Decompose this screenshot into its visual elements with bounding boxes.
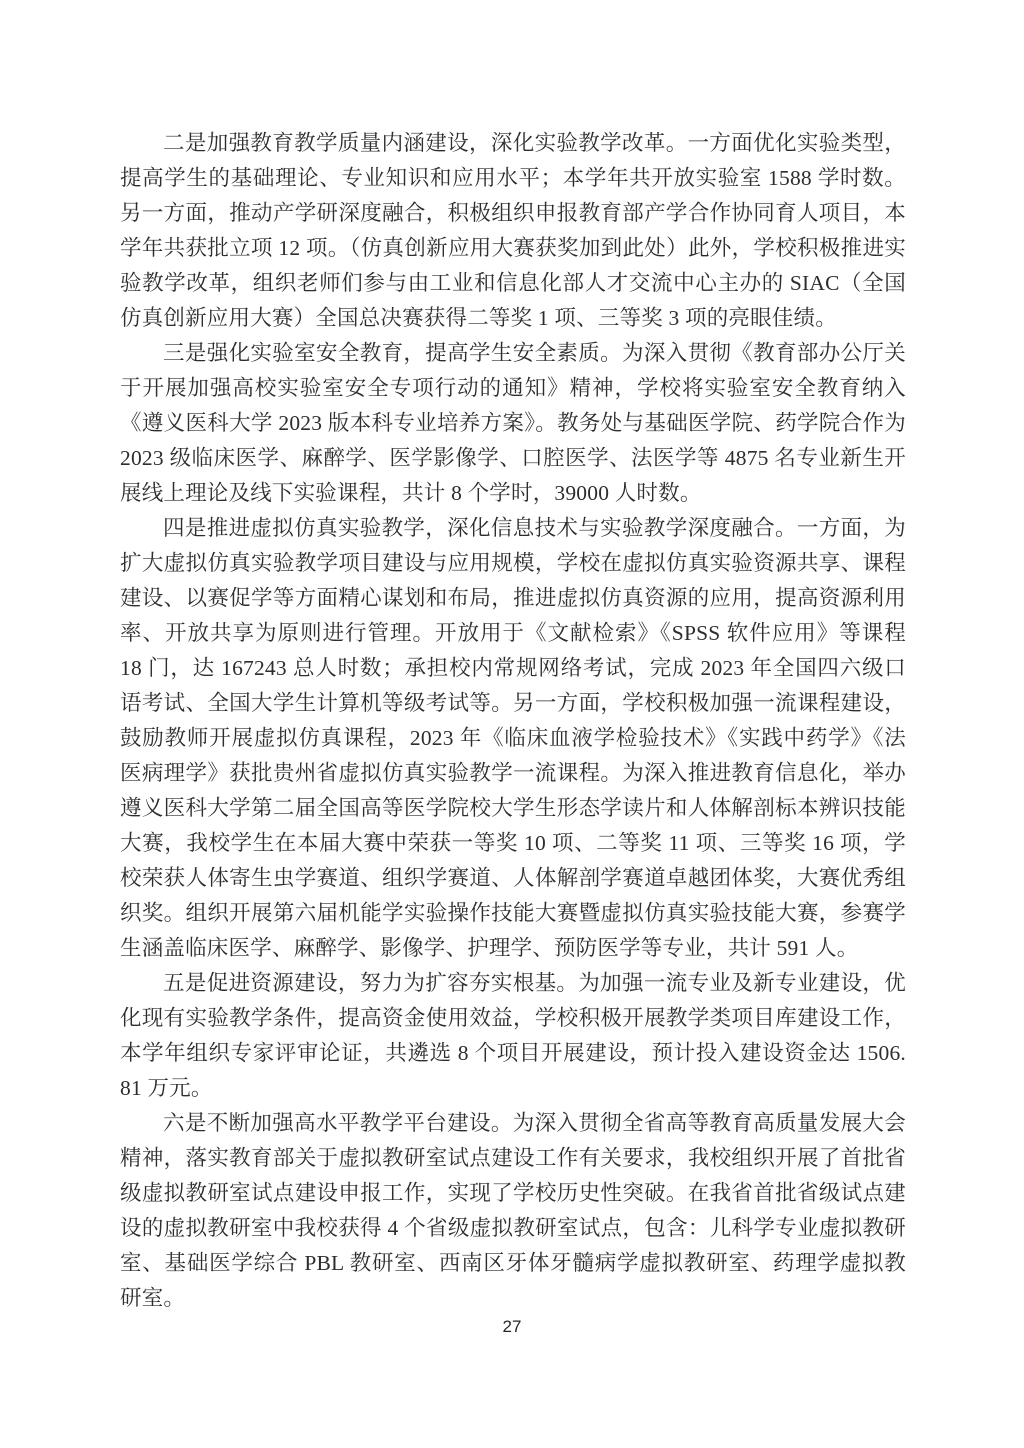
paragraph-5: 六是不断加强高水平教学平台建设。为深入贯彻全省高等教育高质量发展大会精神，落实教育部关于虚拟教研室试点建设工作有关要求，我校组织开展了首批省级虚拟教研室试点建设申报工作，实现了学校历史性突破。在我省首批省级试点建设的虚拟教研室中我校获得 4 个省级虚拟教研室试点，包含：儿科学专业虚拟教研室、基础医学综合 PBL 教研室、西南区牙体牙髓病学虚拟教研室、药理学虚拟教研室。: [120, 1111, 906, 1310]
paragraph-1: 二是加强教育教学质量内涵建设，深化实验教学改革。一方面优化实验类型，提高学生的基础理论、专业知识和应用水平；本学年共开放实验室 1588 学时数。另一方面，推动产学研深度融合，积极组织申报教育部产学合作协同育人项目，本学年共获批立项 12 项。（仿真创新应用大赛获奖加到此处）此外，学校积极推进实验教学改革，组织老师们参与由工业和信息化部人才交流中心主办的 SIAC（全国仿真创新应用大赛）全国总决赛获得二等奖 1 项、三等奖 3 项的亮眼佳绩。: [120, 131, 906, 330]
paragraph-3: 四是推进虚拟仿真实验教学，深化信息技术与实验教学深度融合。一方面，为扩大虚拟仿真实验教学项目建设与应用规模，学校在虚拟仿真实验资源共享、课程建设、以赛促学等方面精心谋划和布局，推进虚拟仿真资源的应用，提高资源利用率、开放共享为原则进行管理。开放用于《文献检索》《SPSS 软件应用》等课程 18 门，达 167243 总人时数；承担校内常规网络考试，完成 2023 年全国四六级口语考试、全国大学生计算机等级考试等。另一方面，学校积极加强一流课程建设，鼓励教师开展虚拟仿真课程，2023 年《临床血液学检验技术》《实践中药学》《法医病理学》获批贵州省虚拟仿真实验教学一流课程。为深入推进教育信息化，举办遵义医科大学第二届全国高等医学院校大学生形态学读片和人体解剖标本辨识技能大赛，我校学生在本届大赛中荣获一等奖 10 项、二等奖 11 项、三等奖 16 项，学校荣获人体寄生虫学赛道、组织学赛道、人体解剖学赛道卓越团体奖，大赛优秀组织奖。组织开展第六届机能学实验操作技能大赛暨虚拟仿真实验技能大赛，参赛学生涵盖临床医学、麻醉学、影像学、护理学、预防医学等专业，共计 591 人。: [120, 516, 906, 960]
paragraph-4: 五是促进资源建设，努力为扩容夯实根基。为加强一流专业及新专业建设，优化现有实验教学条件，提高资金使用效益，学校积极开展教学类项目库建设工作，本学年组织专家评审论证，共遴选 8 个项目开展建设，预计投入建设资金达 1506. 81 万元。: [120, 971, 906, 1100]
page-number: 27: [502, 1317, 522, 1336]
page-body-text: [120, 126, 906, 1316]
paragraph-2: 三是强化实验室安全教育，提高学生安全素质。为深入贯彻《教育部办公厅关于开展加强高校实验室安全专项行动的通知》精神，学校将实验室安全教育纳入《遵义医科大学 2023 版本科专业培养方案》。教务处与基础医学院、药学院合作为 2023 级临床医学、麻醉学、医学影像学、口腔医学、法医学等 4875 名专业新生开展线上理论及线下实验课程，共计 8 个学时，39000 人时数。: [120, 341, 906, 505]
